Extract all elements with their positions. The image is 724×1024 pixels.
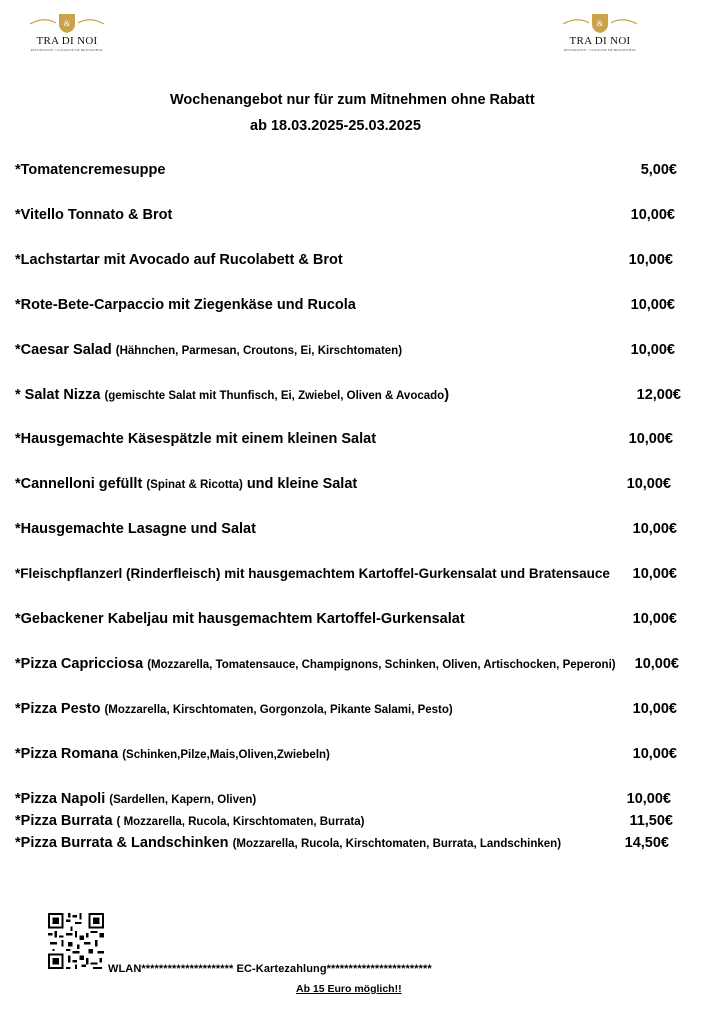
menu-item-name — [15, 611, 465, 627]
svg-text:&: & — [596, 19, 604, 28]
menu-item — [15, 431, 695, 451]
offer-title: Wochenangebot nur für zum Mitnehmen ohne Rabatt — [170, 92, 535, 108]
menu-item — [15, 252, 695, 272]
menu-item-description: (Mozzarella, Rucola, Kirschtomaten, Burrata, Landschinken) — [232, 838, 562, 850]
menu-item — [15, 701, 695, 721]
menu-item-title: *Gebackener Kabeljau mit hausgemachtem Kartoffel-Gurkensalat — [15, 611, 465, 627]
menu-item-price: 10,00€ — [632, 746, 677, 762]
menu-item — [15, 835, 695, 855]
menu-item-name — [15, 162, 165, 178]
menu-item-title: *Pizza Napoli — [15, 791, 106, 807]
menu-item-name — [15, 207, 172, 223]
menu-item — [15, 656, 695, 676]
menu-item-price: 10,00€ — [632, 701, 677, 717]
menu-item-description: (gemischte Salat mit Thunfisch, Ei, Zwiebel, Oliven & Avocado — [104, 390, 445, 402]
menu-item-name — [15, 746, 330, 762]
menu-item — [15, 521, 695, 541]
menu-item-price: 5,00€ — [640, 162, 677, 178]
menu-item-suffix: und kleine Salat — [246, 476, 358, 492]
restaurant-logo-left — [22, 12, 112, 60]
menu-item-title: *Pizza Burrata & Landschinken — [15, 835, 229, 851]
menu-item-name — [15, 297, 356, 313]
menu-item — [15, 791, 695, 811]
menu-item-title: *Hausgemachte Käsespätzle mit einem kleinen Salat — [15, 431, 377, 447]
menu-item-description: (Schinken,Pilze,Mais,Oliven,Zwiebeln) — [122, 749, 330, 761]
menu-item — [15, 162, 695, 182]
menu-item-description: (Mozzarella, Tomatensauce, Champignons, Schinken, Oliven, Artischocken, Peperoni) — [147, 659, 616, 671]
footer-min-amount: Ab 15 Euro möglich!! — [296, 983, 402, 995]
menu-item-description: (Spinat & Ricotta) — [146, 479, 243, 491]
menu-item-description: (Sardellen, Kapern, Oliven) — [109, 794, 257, 806]
menu-item-price: 10,00€ — [630, 207, 675, 223]
menu-item — [15, 476, 695, 496]
logo-subtitle: RISTORANTE • COLOGNE DE BRUNNTHAL — [30, 48, 104, 52]
menu-item-title: *Lachstartar mit Avocado auf Rucolabett & Brot — [15, 252, 343, 268]
menu-item-price: 10,00€ — [632, 611, 677, 627]
menu-item — [15, 342, 695, 362]
footer-payment-info: WLAN********************* EC-Kartezahlung************************ — [108, 963, 432, 975]
menu-item — [15, 746, 695, 766]
menu-item-name — [15, 813, 365, 829]
menu-item-price: 10,00€ — [632, 566, 677, 582]
menu-item-name — [15, 656, 616, 672]
menu-item-price: 10,00€ — [626, 476, 671, 492]
menu-item-name — [15, 252, 343, 268]
restaurant-logo-right — [555, 12, 645, 60]
crest-icon — [22, 12, 112, 34]
logo-subtitle: RISTORANTE • COLOGNE DE BRUNNTHAL — [563, 48, 637, 52]
menu-item-price: 14,50€ — [624, 835, 669, 851]
menu-item-title: *Fleischpflanzerl (Rinderfleisch) mit hausgemachtem Kartoffel-Gurkensalat und Bratensauce — [15, 566, 610, 581]
menu-item-name — [15, 387, 449, 403]
menu-item-description: (Hähnchen, Parmesan, Croutons, Ei, Kirschtomaten) — [115, 345, 403, 357]
svg-text:&: & — [63, 19, 71, 28]
menu-item-name — [15, 566, 610, 581]
menu-item-name — [15, 431, 376, 447]
menu-item-price: 10,00€ — [630, 297, 675, 313]
offer-date-range: ab 18.03.2025-25.03.2025 — [250, 118, 421, 134]
menu-item-price: 10,00€ — [630, 342, 675, 358]
menu-item-title: *Pizza Pesto — [15, 701, 101, 717]
menu-item-name — [15, 791, 256, 807]
menu-item-suffix: ) — [444, 387, 450, 403]
menu-item — [15, 611, 695, 631]
menu-item-name — [15, 342, 402, 358]
menu-item-price: 10,00€ — [628, 252, 673, 268]
menu-item-title: *Tomatencremesuppe — [15, 162, 166, 178]
menu-item — [15, 297, 695, 317]
menu-item — [15, 566, 695, 586]
menu-item-title: *Pizza Capricciosa — [15, 656, 144, 672]
menu-item-title: *Caesar Salad — [15, 342, 112, 358]
menu-item-name — [15, 835, 561, 851]
menu-item-name — [15, 476, 357, 492]
menu-item — [15, 813, 695, 833]
menu-item-price: 12,00€ — [636, 387, 681, 403]
menu-item-price: 10,00€ — [632, 521, 677, 537]
menu-item — [15, 387, 695, 407]
menu-item-title: *Rote-Bete-Carpaccio mit Ziegenkäse und Rucola — [15, 297, 356, 313]
menu-item-title: *Hausgemachte Lasagne und Salat — [15, 521, 256, 537]
menu-item-name — [15, 701, 453, 717]
qr-code-icon — [48, 913, 104, 969]
menu-item-title: * Salat Nizza — [15, 387, 101, 403]
logo-name: TRA DI NOI — [36, 35, 98, 47]
menu-item-price: 10,00€ — [626, 791, 671, 807]
menu-item-description: ( Mozzarella, Rucola, Kirschtomaten, Burrata) — [116, 816, 365, 828]
menu-item-price: 10,00€ — [628, 431, 673, 447]
menu-item-title: *Vitello Tonnato & Brot — [15, 207, 173, 223]
menu-item-price: 11,50€ — [629, 813, 673, 829]
menu-item-title: *Pizza Romana — [15, 746, 119, 762]
menu-item-title: *Cannelloni gefüllt — [15, 476, 143, 492]
logo-name: TRA DI NOI — [569, 35, 631, 47]
menu-item-description: (Mozzarella, Kirschtomaten, Gorgonzola, Pikante Salami, Pesto) — [104, 704, 453, 716]
menu-item-price: 10,00€ — [634, 656, 679, 672]
menu-item — [15, 207, 695, 227]
menu-item-name — [15, 521, 256, 537]
crest-icon — [555, 12, 645, 34]
menu-item-title: *Pizza Burrata — [15, 813, 113, 829]
